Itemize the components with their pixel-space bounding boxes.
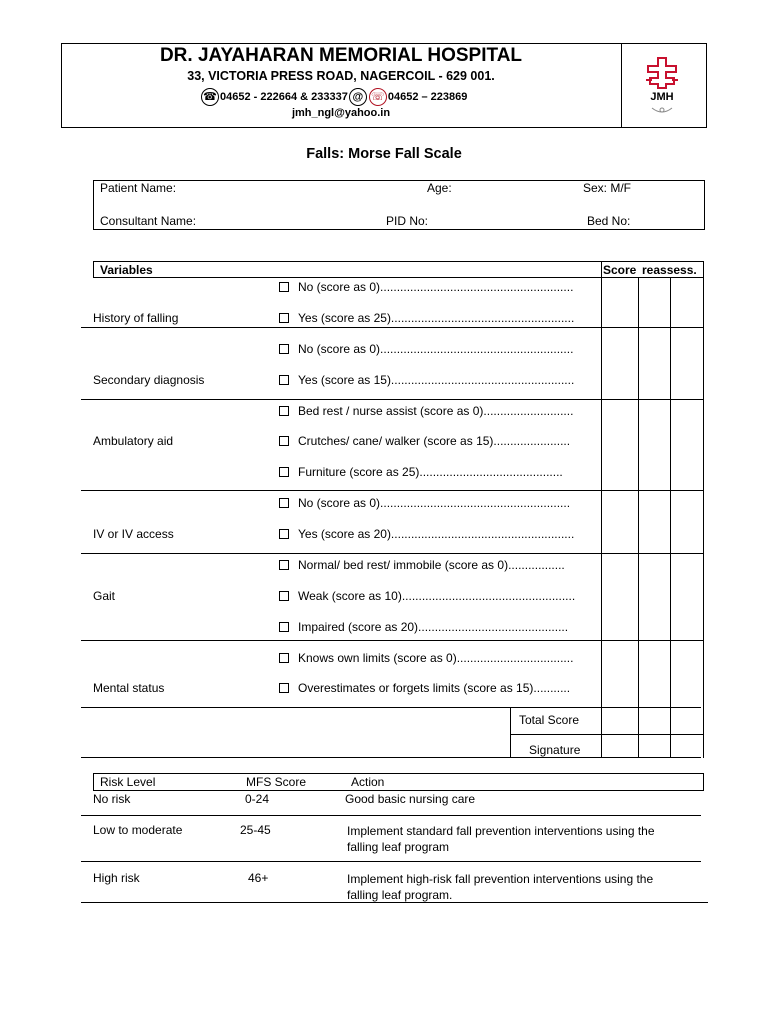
- variable-iv-access: IV or IV access: [93, 527, 174, 541]
- option-gait-weak[interactable]: Weak (score as 10)....................................................: [279, 589, 575, 603]
- score-header: Score: [603, 263, 637, 277]
- option-iv-yes[interactable]: Yes (score as 20).......................................................: [279, 527, 574, 541]
- bed-field[interactable]: Bed No:: [587, 214, 631, 228]
- variable-secondary-diagnosis: Secondary diagnosis: [93, 373, 205, 387]
- at-icon: @: [349, 88, 367, 106]
- sex-field[interactable]: Sex: M/F: [583, 181, 632, 195]
- patient-name-field[interactable]: Patient Name:: [100, 181, 177, 195]
- risk-low-moderate: Low to moderate: [93, 823, 183, 837]
- reassess-header: reassess.: [642, 263, 697, 277]
- risk-no-risk: No risk: [93, 792, 131, 806]
- score-low-moderate: 25-45: [240, 823, 271, 837]
- checkbox[interactable]: [279, 406, 289, 416]
- variables-header: Variables: [100, 263, 153, 277]
- checkbox[interactable]: [279, 498, 289, 508]
- option-ambulatory-bed-rest[interactable]: Bed rest / nurse assist (score as 0)...........................: [279, 404, 573, 418]
- checkbox[interactable]: [279, 375, 289, 385]
- hospital-email: jmh_ngl@yahoo.in: [291, 107, 391, 119]
- option-secondary-no[interactable]: No (score as 0)..........................................................: [279, 342, 573, 356]
- checkbox[interactable]: [279, 344, 289, 354]
- checkbox[interactable]: [279, 683, 289, 693]
- hospital-name: DR. JAYAHARAN MEMORIAL HOSPITAL: [159, 45, 523, 66]
- form-title: Falls: Morse Fall Scale: [306, 146, 462, 162]
- score-high: 46+: [248, 871, 269, 885]
- age-field[interactable]: Age:: [427, 181, 452, 195]
- checkbox[interactable]: [279, 529, 289, 539]
- risk-level-header: Risk Level: [100, 775, 156, 789]
- option-iv-no[interactable]: No (score as 0).........................................................: [279, 496, 570, 510]
- checkbox[interactable]: [279, 591, 289, 601]
- consultant-name-field[interactable]: Consultant Name:: [100, 214, 197, 228]
- pid-field[interactable]: PID No:: [386, 214, 429, 228]
- header-divider: [621, 43, 622, 128]
- checkbox[interactable]: [279, 622, 289, 632]
- action-no-risk: Good basic nursing care: [345, 792, 476, 806]
- risk-high: High risk: [93, 871, 140, 885]
- checkbox[interactable]: [279, 436, 289, 446]
- phone-numbers: 04652 - 222664 & 233337: [220, 91, 348, 103]
- checkbox[interactable]: [279, 467, 289, 477]
- action-header: Action: [351, 775, 385, 789]
- action-low-moderate: Implement standard fall prevention interventions using the falling leaf program: [347, 824, 655, 854]
- variable-ambulatory-aid: Ambulatory aid: [93, 434, 174, 448]
- option-gait-normal[interactable]: Normal/ bed rest/ immobile (score as 0).................: [279, 558, 565, 572]
- fax-number: 04652 – 223869: [387, 91, 468, 103]
- checkbox[interactable]: [279, 560, 289, 570]
- mfs-score-header: MFS Score: [246, 775, 307, 789]
- jmh-logo: [638, 56, 686, 118]
- option-mental-knows-limits[interactable]: Knows own limits (score as 0)...................................: [279, 651, 573, 665]
- option-history-no[interactable]: No (score as 0)..........................................................: [279, 280, 573, 294]
- option-ambulatory-furniture[interactable]: Furniture (score as 25)...........................................: [279, 465, 563, 479]
- option-mental-overestimates[interactable]: Overestimates or forgets limits (score as 15)...........: [279, 681, 570, 695]
- hospital-address: 33, VICTORIA PRESS ROAD, NAGERCOIL - 629 001.: [187, 69, 495, 83]
- checkbox[interactable]: [279, 653, 289, 663]
- variable-mental-status: Mental status: [93, 681, 165, 695]
- checkbox[interactable]: [279, 282, 289, 292]
- option-gait-impaired[interactable]: Impaired (score as 20).............................................: [279, 620, 568, 634]
- variable-history-of-falling: History of falling: [93, 311, 179, 325]
- logo-text: JMH: [650, 91, 674, 103]
- signature-label: Signature: [529, 743, 581, 757]
- action-high: Implement high-risk fall prevention interventions using the falling leaf program.: [347, 872, 654, 902]
- total-score-label: Total Score: [519, 713, 580, 727]
- option-history-yes[interactable]: Yes (score as 25).......................................................: [279, 311, 574, 325]
- checkbox[interactable]: [279, 313, 289, 323]
- fax-icon: ☏: [369, 88, 387, 106]
- phone-icon: ☎: [201, 88, 219, 106]
- option-ambulatory-crutches[interactable]: Crutches/ cane/ walker (score as 15).......................: [279, 434, 570, 448]
- score-no-risk: 0-24: [245, 792, 270, 806]
- option-secondary-yes[interactable]: Yes (score as 15).......................................................: [279, 373, 574, 387]
- variable-gait: Gait: [93, 589, 116, 603]
- contact-line: [200, 88, 467, 106]
